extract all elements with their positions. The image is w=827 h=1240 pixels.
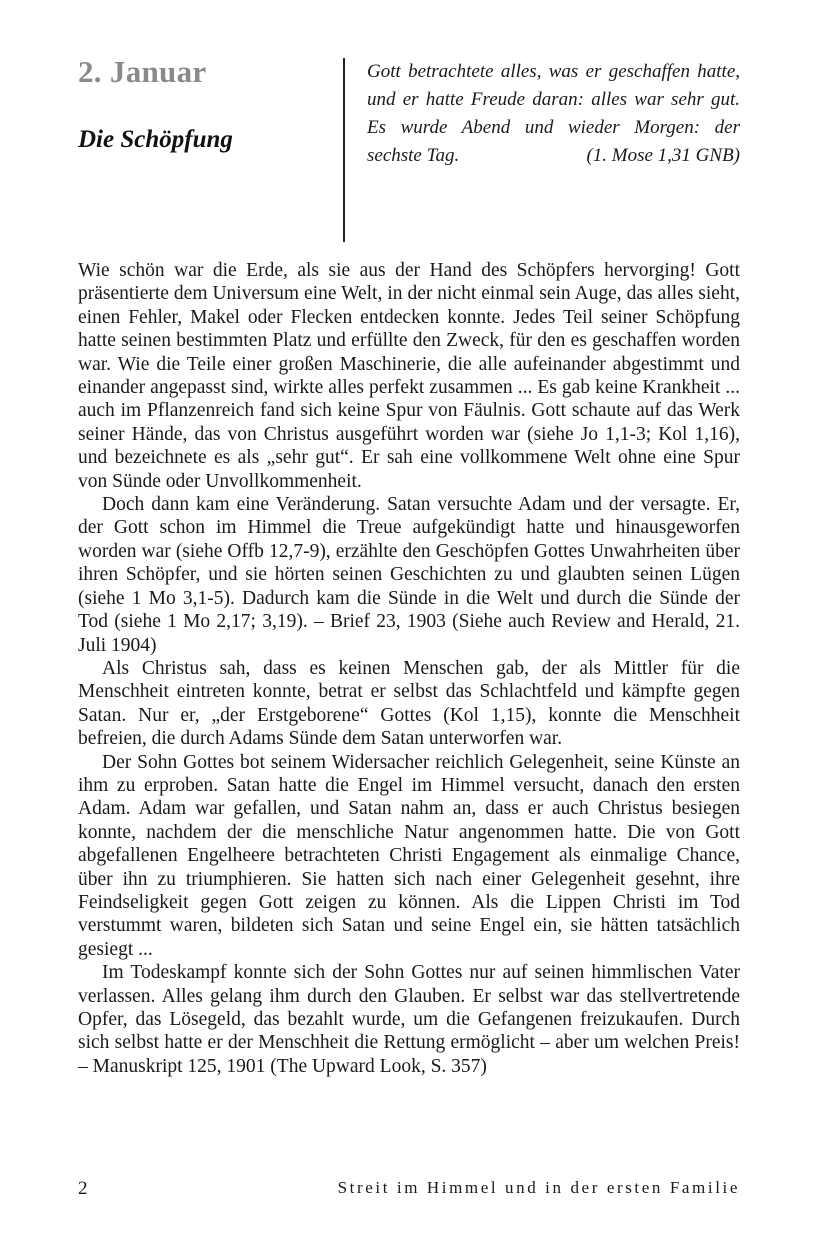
page-number: 2	[78, 1178, 88, 1199]
paragraph: Im Todeskampf konnte sich der Sohn Gottes nur auf seinen himmlischen Vater verlassen. Alles gelang ihm durch den Glauben. Er selbst war das stellvertretende Opfer, das Lösegeld, das bezahlt wurde, um die Gefangenen freizukaufen. Durch sich selbst hatte er der Menschheit die Rettung ermöglicht – aber um welchen Preis! – Manuskript 125, 1901 (The Upward Look, S. 357)	[78, 962, 740, 1077]
bible-quote	[367, 58, 740, 170]
paragraph: Wie schön war die Erde, als sie aus der Hand des Schöpfers hervorging! Gott präsentierte dem Universum eine Welt, in der nicht einmal sein Auge, das alles sieht, einen Fehler, Makel oder Flecken entdecken konnte. Jedes Teil seiner Schöpfung hatte seinen bestimmten Platz und erfüllte den Zweck, für den es geschaffen worden war. Wie die Teile einer großen Maschinerie, die alle aufeinander abgestimmt und einander angepasst sind, wirkte alles perfekt zusammen ... Es gab keine Krankheit ... auch im Pflanzenreich fand sich keine Spur von Fäulnis. Gott schaute auf das Werk seiner Hände, das von Christus ausgeführt worden war (siehe Jo 1,1-3; Kol 1,16), und bezeichnete es als „sehr gut“. Er sah eine vollkommene Welt ohne eine Spur von Sünde oder Unvollkommenheit.	[78, 260, 740, 492]
paragraph: Doch dann kam eine Veränderung. Satan versuchte Adam und der versagte. Er, der Gott schon im Himmel die Treue aufgekündigt hatte und hinausgeworfen worden war (siehe Offb 12,7-9), erzählte den Geschöpfen Gottes Unwahrheiten über ihren Schöpfer, und sie hörten seinen Geschichten zu und glaubten seinen Lügen (siehe 1 Mo 3,1-5). Dadurch kam die Sünde in die Welt und durch die Sünde der Tod (siehe 1 Mo 2,17; 3,19). – Brief 23, 1903 (Siehe auch Review and Herald, 21. Juli 1904)	[78, 494, 740, 656]
page-date-heading: 2. Januar	[78, 54, 207, 89]
quote-text: Gott betrachtete alles, was er geschaffen hatte, und er hatte Freude daran: alles war sehr gut. Es wurde Abend und wieder Morgen: der sechste Tag.	[367, 61, 740, 166]
paragraph: Der Sohn Gottes bot seinem Widersacher reichlich Gelegenheit, seine Künste an ihm zu erproben. Satan hatte die Engel im Himmel versucht, danach den ersten Adam. Adam war gefallen, und Satan nahm an, dass er auch Christus besiegen konnte, nachdem der die menschliche Natur angenommen hatte. Die von Gott abgefallenen Engelheere betrachteten Christi Engagement als einmalige Chance, über ihn zu triumphieren. Sie hatten sich nach einer Gelegenheit gesehnt, ihre Feindseligkeit gegen Gott zeigen zu können. Als die Lippen Christi im Tod verstummt waren, bildeten sich Satan und seine Engel ein, sie hätten tatsächlich gesiegt ...	[78, 751, 740, 960]
running-title: Streit im Himmel und in der ersten Familie	[337, 1178, 740, 1197]
main-text	[78, 259, 740, 1078]
page-title: Die Schöpfung	[78, 126, 233, 153]
divider-line	[343, 58, 345, 242]
quote-source: (1. Mose 1,31 GNB)	[586, 145, 740, 166]
paragraph: Als Christus sah, dass es keinen Menschen gab, der als Mittler für die Menschheit eintreten konnte, betrat er selbst das Schlachtfeld und kämpfte gegen Satan. Nur er, „der Erstgeborene“ Gottes (Kol 1,15), konnte die Menschheit befreien, die durch Adams Sünde dem Satan unterworfen war.	[78, 657, 740, 750]
